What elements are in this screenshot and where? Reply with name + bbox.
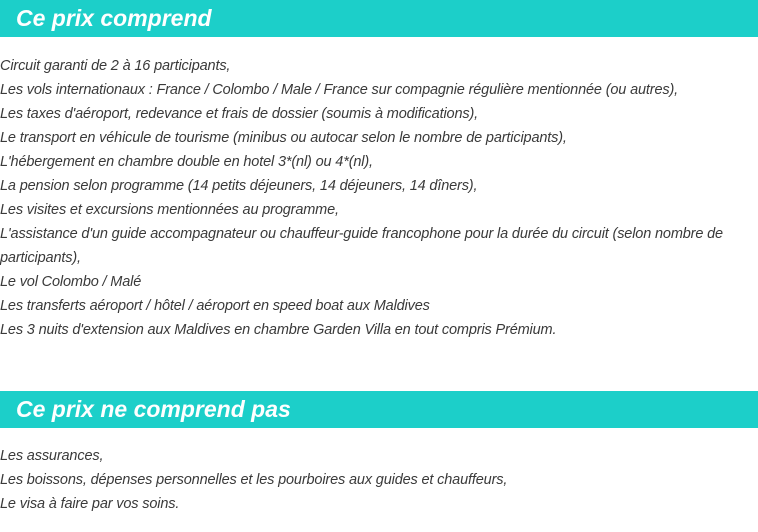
excludes-heading: Ce prix ne comprend pas [0,391,758,428]
includes-item: Les vols internationaux : France / Colombo / Male / France sur compagnie régulière mentionnée (ou autres), [0,82,679,98]
excludes-list [0,444,742,516]
includes-item: Circuit garanti de 2 à 16 participants, [0,58,231,74]
includes-item: Les visites et excursions mentionnées au programme, [0,202,339,218]
includes-item: Les taxes d'aéroport, redevance et frais de dossier (soumis à modifications), [0,106,479,122]
includes-item: Les 3 nuits d'extension aux Maldives en chambre Garden Villa en tout compris Prémium. [0,322,557,338]
includes-item: L'assistance d'un guide accompagnateur ou chauffeur-guide francophone pour la durée du circuit (selon nombre de participants), [0,226,723,266]
excludes-item: Les boissons, dépenses personnelles et les pourboires aux guides et chauffeurs, [0,472,508,488]
includes-item: Les transferts aéroport / hôtel / aéroport en speed boat aux Maldives [0,298,430,314]
includes-list [0,54,742,342]
excludes-item: Les assurances, [0,448,104,464]
includes-heading: Ce prix comprend [0,0,758,37]
includes-item: Le vol Colombo / Malé [0,274,142,290]
excludes-item: Le visa à faire par vos soins. [0,496,180,512]
includes-item: La pension selon programme (14 petits déjeuners, 14 déjeuners, 14 dîners), [0,178,478,194]
includes-item: L'hébergement en chambre double en hotel 3*(nl) ou 4*(nl), [0,154,373,170]
includes-item: Le transport en véhicule de tourisme (minibus ou autocar selon le nombre de participants), [0,130,567,146]
